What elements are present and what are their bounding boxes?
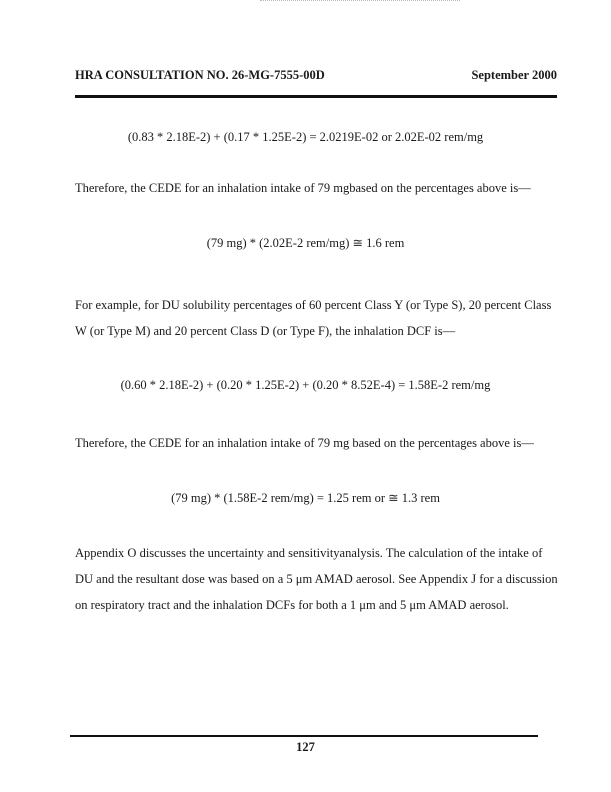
- paragraph-2: For example, for DU solubility percentages of 60 percent Class Y (or Type S), 20 percent Class W (or Type M) and 20 percent Class D (or Type F), the inhalation DCF is—: [75, 298, 552, 338]
- equation-1: (0.83 * 2.18E-2) + (0.17 * 1.25E-2) = 2.0219E-02 or 2.02E-02 rem/mg: [127, 130, 484, 144]
- header-rule: [75, 95, 557, 98]
- page-header: [75, 68, 557, 86]
- page-number: 127: [296, 740, 315, 754]
- header-title: HRA CONSULTATION NO. 26-MG-7555-00D: [75, 68, 325, 82]
- paragraph-1: Therefore, the CEDE for an inhalation intake of 79 mgbased on the percentages above is—: [75, 181, 531, 195]
- equation-2: (79 mg) * (2.02E-2 rem/mg) ≅ 1.6 rem: [206, 236, 405, 250]
- scan-artifact: [260, 0, 460, 4]
- paragraph-3: Therefore, the CEDE for an inhalation intake of 79 mg based on the percentages above is—: [75, 436, 534, 450]
- equation-3: (0.60 * 2.18E-2) + (0.20 * 1.25E-2) + (0.20 * 8.52E-4) = 1.58E-2 rem/mg: [120, 378, 491, 392]
- header-date: September 2000: [471, 68, 557, 82]
- equation-4: (79 mg) * (1.58E-2 rem/mg) = 1.25 rem or ≅ 1.3 rem: [171, 491, 440, 505]
- paragraph-4: Appendix O discusses the uncertainty and sensitivityanalysis. The calculation of the intake of DU and the resultant dose was based on a 5 μm AMAD aerosol. See Appendix J for a discussion on respiratory tract and the inhalation DCFs for both a 1 μm and 5 μm AMAD aerosol.: [75, 546, 558, 612]
- footer-rule: [70, 735, 538, 737]
